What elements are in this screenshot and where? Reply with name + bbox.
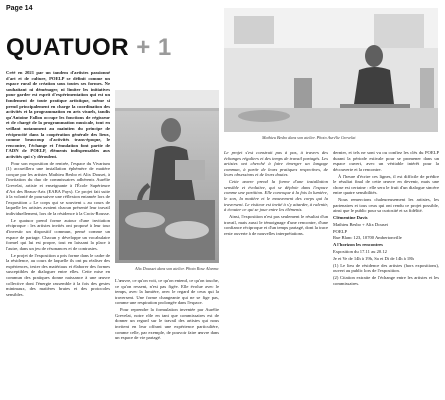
title-plus: + 1 [136,34,172,61]
column-right-middle [224,150,328,394]
column-left [6,70,110,392]
artist-photo-alix [115,90,219,263]
body-paragraph: Le projet de l'exposition a pris forme dans le cadre de la résidence, au cours de laquelle ils ont pu réaliser des expériences, tester des matériaux et élaborer des formes susceptibles de dialoguer entre elles. Cette mise en commun des pratiques donne naissance à une œuvre collective dont l'énergie rassemble à la fois des gestes minimaux, des matières brutes et des protocoles sensibles. [6,252,110,297]
column-middle [115,278,219,394]
practical-info-line: Je et Ve de 14h à 19h, Sa et Di de 14h à 18h [333,255,414,261]
article-title [6,36,172,60]
body-paragraph: Le quatuor prend forme autour d'une invitation réciproque : les artistes invités ont proposé à leur tour d'investir un dispositif commun, pensé comme un espace de partage. Chacun y développe un vocabulaire formel qui lui est propre, tout en laissant la place à l'autre, dans un jeu de résonances et de contrastes. [6,217,110,251]
footnote: (1) Le lieu de résidence des artistes (hors expositions), ouvert au public lors de l'exposition. [333,262,439,274]
photo-illustration [115,90,219,263]
practical-info-line: Exposition du 17.11 au 20.12 [333,249,387,254]
artist-credits: Mathieu Besbo + Alix Douset [333,221,388,227]
body-paragraph: Nous remercions chaleureusement les artistes, les partenaires et tous ceux qui ont rendu ce projet possible, ainsi que le public pour sa curiosité et sa fidélité. [333,197,439,214]
body-paragraph: Le projet s'est construit pas à pas, à travers des échanges réguliers et des temps de travail partagés. Les artistes ont cherché à faire émerger un langage commun, à partir de leurs pratiques respectives, de leurs obsessions et de leurs doutes. [224,150,328,178]
title-main: QUATUOR [6,34,130,61]
intro-paragraph: Créé en 2021 par un tandem d'artistes passionné d'art et de culture, POELP se définit comme un espace rural de création sous toutes ses formes. Ne souhaitant ni déménager, ni limiter les initiatives pour garder est esprit d'expérimentation qui est un fondement de toute pratique artistique, même si prend principalement en charge la coordination des activités et la programmation en arts visuels, tandis qu'Antoine Fallon occupe les fonctions de régisseur et de chargé de la programmation musicale, tout en veillant notamment au maintien du principe de réciprocité dans la coopération générale des lieux, comme beaucoup d'activités trans-époque, le rencontre, l'échange et l'émulation font partie de l'ADN de POELP, éléments indispensables aux activités qui s'y déroulent. [6,70,110,159]
body-paragraph: L'œuvre, ce qu'on voit, ce qu'on entend, ce qu'on touche, ce qu'on ressent, n'est pas figée. Elle évolue avec le temps, avec la lumière, avec le regard de ceux qui la traversent. Une forme changeante qui ne se fige pas, comme une respiration prolongée dans l'espace. [115,278,219,306]
column-right [333,150,439,394]
practical-info-title: A l'horizon les rencontres [333,242,383,248]
footnote: (2) Citation extraite de l'échange entre les artistes et les commissaires. [333,274,439,286]
page-label: Page 14 [6,5,33,12]
body-paragraph: À l'heure d'écrire ces lignes, il est difficile de prédire le résultat final de cette œuvre en devenir, mais une chose est certaine : elle sera le fruit d'un dialogue sincère entre quatre sensibilités. [333,173,439,196]
author-signature: Clémentine Davis [333,215,368,221]
body-paragraph: Ainsi, l'exposition n'est pas seulement le résultat d'un travail, mais aussi le témoignage d'une rencontre, d'une confiance réciproque et d'un temps partagé, dont la trace reste ouverte à de nouvelles interprétations. [224,213,328,236]
body-paragraph: Pour son exposition de rentrée, l'espace du Vivarium (1) accueillera une installation éphémère de matière conçue par les artistes Mathieu Besbo et Alix Douset, à l'invitation du duo de commissaires adhérents Aurélie Grevelat, artiste et enseignante à l'École Supérieure d'Art des Beaux-Arts (EABA Pays). Ce projet fait suite à la volonté de poursuivre une réflexion entamée lors de l'exposition « Le corps qui se souvient » au cours de laquelle les artistes avaient chacun présenté leur travail individuellement, lors de la résidence à la Croix-Rousse. [6,160,110,217]
photo-caption: Mathieu Besbo dans son atelier. Photo Aurélie Grevelat [262,135,356,140]
body-paragraph: Cette œuvre prend la forme d'une installation sensible et évolutive, qui se déploie dans l'espace comme une partition. Elle convoque à la fois la lumière, le son, la matière et le mouvement des corps qui la traversent. Le visiteur est invité à s'y attarder, à ralentir, à écouter ce qui se joue entre les éléments. [224,179,328,213]
org-address: Rue Blanc 123, 10700 Ambertonville [333,235,402,241]
photo-caption: Alix Dousset dans son atelier. Photo Rose Alarma [135,266,219,271]
artist-photo-mathieu [224,8,438,132]
photo-illustration [224,8,438,132]
body-paragraph: dernier, et tels ne sont vu ou confiez les clés du POELP durant la période estivale pour se promener dans un espace ouvert, avec un véritable intérêt pour la découverte et la rencontre. [333,150,439,172]
org-name: POELP [333,228,348,234]
body-paragraph: Pour reprendre la formulation inventée par Aurélie Grevelat, notre rôle en tant que commissaires est de donner un regard sur le travail des artistes qui nous invitent en leur offrant une expérience particulière, comme celle, par exemple, de pouvoir faire œuvre dans un espace de vie partagé. [115,307,219,341]
